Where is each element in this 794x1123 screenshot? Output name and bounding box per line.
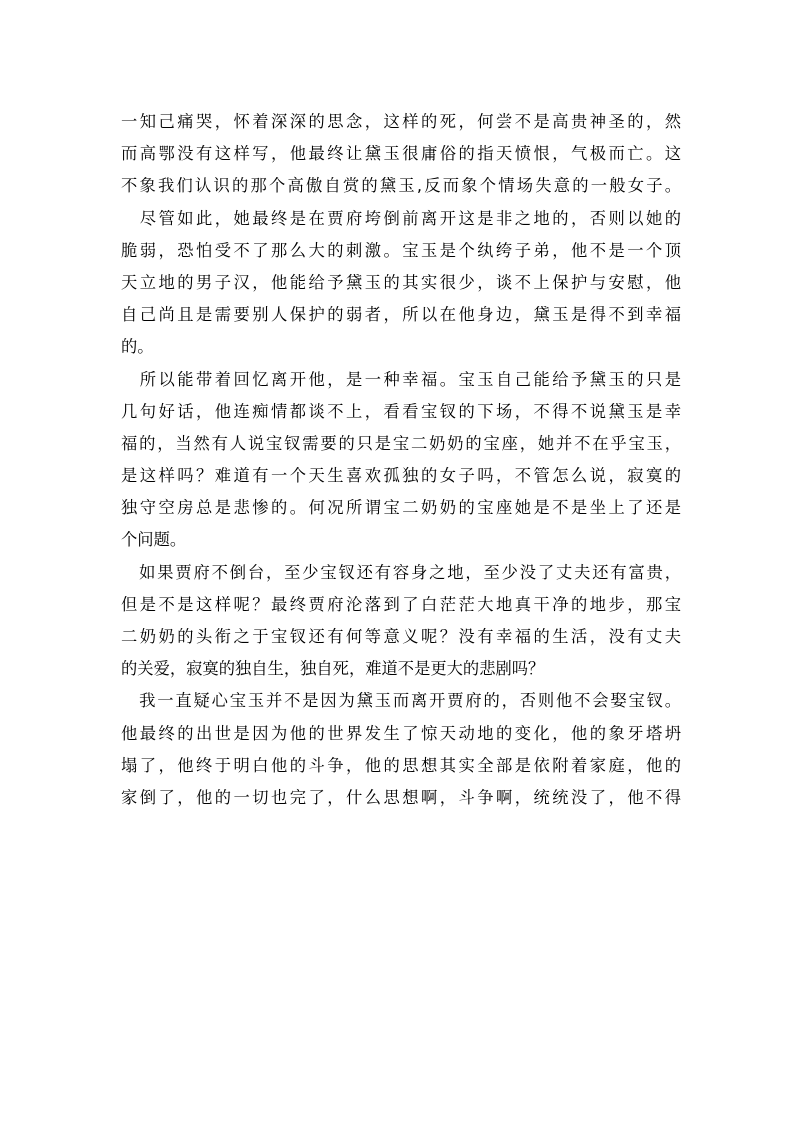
body-text [121,106,681,814]
text-line: 所以能带着回忆离开他，是一种幸福。宝玉自己能给予黛玉的只是 [121,369,681,389]
text-line: 如果贾府不倒台，至少宝钗还有容身之地，至少没了丈夫还有富贵， [121,562,681,582]
text-line: 我一直疑心宝玉并不是因为黛玉而离开贾府的，否则他不会娶宝钗。 [121,691,681,711]
text-line: 福的，当然有人说宝钗需要的只是宝二奶奶的宝座，她并不在乎宝玉， [121,433,681,453]
text-line: 自己尚且是需要别人保护的弱者，所以在他身边，黛玉是得不到幸福 [121,305,681,325]
text-line: 一知己痛哭，怀着深深的思念，这样的死，何尝不是高贵神圣的，然 [121,112,681,131]
text-line: 几句好话，他连痴情都谈不上，看看宝钗的下场，不得不说黛玉是幸 [121,401,681,421]
text-line: 的。 [121,337,154,357]
text-line: 个问题。 [121,530,187,550]
text-line: 脆弱，恐怕受不了那么大的刺激。宝玉是个纨绔子弟，他不是一个顶 [121,240,681,260]
text-line: 独守空房总是悲惨的。何况所谓宝二奶奶的宝座她是不是坐上了还是 [121,498,681,518]
text-line: 家倒了，他的一切也完了，什么思想啊，斗争啊，统统没了，他不得 [121,787,681,807]
text-line: 但是不是这样呢？最终贾府沦落到了白茫茫大地真干净的地步，那宝 [121,594,681,614]
text-line: 的关爱，寂寞的独自生，独自死，难道不是更大的悲剧吗？ [121,659,545,679]
text-line: 二奶奶的头衔之于宝钗还有何等意义呢？没有幸福的生活，没有丈夫 [121,627,681,646]
text-line: 是这样吗？难道有一个天生喜欢孤独的女子吗，不管怎么说，寂寞的 [121,466,681,486]
text-line: 不象我们认识的那个高傲自赏的黛玉,反而象个情场失意的一般女子。 [121,176,681,196]
text-line: 尽管如此，她最终是在贾府垮倒前离开这是非之地的，否则以她的 [121,208,681,228]
text-line: 而高鄂没有这样写，他最终让黛玉很庸俗的指天愤恨，气极而亡。这 [121,144,681,164]
text-line: 天立地的男子汉，他能给予黛玉的其实很少，谈不上保护与安慰，他 [121,272,681,292]
text-line: 塌了，他终于明白他的斗争，他的思想其实全部是依附着家庭，他的 [121,755,681,775]
text-line: 他最终的出世是因为他的世界发生了惊天动地的变化，他的象牙塔坍 [121,723,681,743]
